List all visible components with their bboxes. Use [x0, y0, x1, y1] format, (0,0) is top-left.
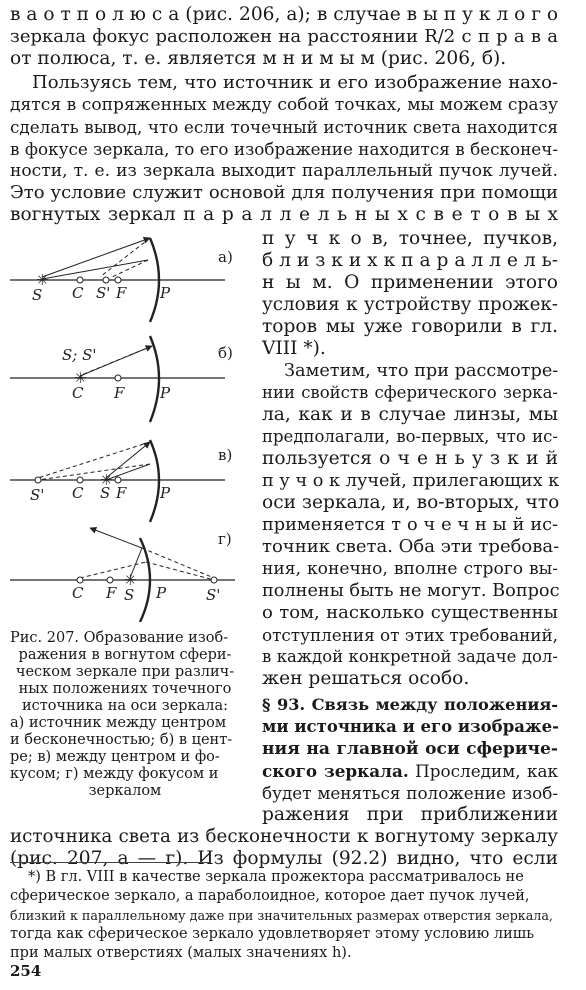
text-line: Проследим, как: [408, 761, 558, 781]
label-P: P: [160, 484, 171, 502]
figure-caption: ре; в) между центром и фо-: [10, 749, 220, 765]
section-heading: ского зеркала.: [262, 761, 409, 781]
text-line: нии свойств сферического зерка-: [262, 383, 558, 402]
panel-label: а): [218, 248, 233, 266]
label-F: F: [106, 584, 117, 602]
paragraph-start: Заметим, что при рассмотре-: [284, 361, 559, 381]
label-S-prime: S': [96, 284, 111, 302]
mirror-figure: [10, 232, 250, 622]
section-heading: ми источника и его изображе-: [262, 717, 559, 736]
text-line: торов мы уже говорили в гл.: [262, 316, 558, 337]
text-line: п у ч о к лучей, прилегающих к: [262, 471, 560, 491]
paragraph-start: Пользуясь тем, что источник и его изображение нахо-: [32, 72, 558, 93]
text-line: будет меняться положение изоб-: [262, 783, 558, 803]
figure-caption: кусом; г) между фокусом и: [10, 766, 219, 782]
text-line: в каждой конкретной задаче дол-: [262, 647, 558, 666]
svg-text:✳: ✳: [36, 271, 49, 289]
label-P: P: [160, 284, 171, 302]
text-line: полнены быть не могут. Вопрос: [262, 581, 560, 601]
label-S: S: [100, 484, 111, 502]
text-line: в а о т п о л ю с а (рис. 206, а); в случае в ы п у к л о г о: [10, 4, 559, 25]
text-line: ности, т. е. из зеркала выходит параллельный пучок лучей.: [10, 161, 558, 181]
text-line: б л и з к и х к п а р а л л е л ь-: [262, 250, 558, 271]
figure-caption: ных положениях точечного: [18, 681, 232, 697]
text-line: н ы м. О применении этого: [262, 272, 558, 293]
text-line: источника света из бесконечности к вогнутому зеркалу: [10, 826, 558, 847]
svg-text:✳: ✳: [100, 471, 113, 489]
label-S-Sprime: S; S': [62, 346, 97, 364]
footnote-line: *) В гл. VIII в качестве зеркала прожектора рассматривалось не: [28, 869, 524, 885]
label-P: P: [160, 384, 171, 402]
svg-text:✳: ✳: [74, 369, 87, 387]
label-F: F: [116, 284, 127, 302]
label-S: S: [32, 286, 43, 304]
page-number: 254: [10, 962, 42, 980]
text-line: в фокусе зеркала, то его изображение находится в бесконеч-: [10, 139, 558, 159]
text-line: сделать вывод, что если точечный источник света находится: [10, 117, 558, 137]
text-line: Это условие служит основой для получения при помощи: [10, 182, 558, 203]
figure-caption: и бесконечностью; б) в цент-: [10, 732, 233, 748]
text-line: ла, как и в случае линзы, мы: [262, 404, 558, 425]
text-line: зеркала фокус расположен на расстоянии R/2 с п р а в а: [10, 26, 558, 47]
section-heading: ния на главной оси сфериче-: [262, 739, 558, 759]
figure-caption: источника на оси зеркала:: [21, 698, 229, 714]
diagram-panel-c: [10, 440, 232, 522]
text-line: условия к устройству прожек-: [262, 294, 558, 315]
figure-caption: ческом зеркале при различ-: [15, 664, 235, 680]
label-S: S: [124, 586, 135, 604]
text-line: оси зеркала, и, во-вторых, что: [262, 492, 560, 513]
text-line: пользуется о ч е н ь у з к и й: [262, 448, 558, 469]
panel-label: в): [218, 446, 233, 464]
text-line: п у ч к о в, точнее, пучков,: [262, 228, 558, 249]
figure-caption: ражения в вогнутом сфери-: [18, 647, 232, 663]
text-line: предполагали, во-первых, что ис-: [262, 427, 558, 446]
label-F: F: [114, 384, 125, 402]
figure-caption: зеркалом: [88, 783, 162, 799]
text-line: жен решаться особо.: [262, 668, 470, 689]
label-S-prime: S': [206, 586, 221, 604]
diagram-panel-a: [10, 238, 233, 322]
panel-label: г): [218, 530, 232, 548]
text-line: от полюса, т. е. является м н и м ы м (рис. 206, б).: [10, 48, 507, 69]
panel-label: б): [218, 344, 233, 362]
text-line: точник света. Оба эти требова-: [262, 536, 560, 557]
svg-text:✳: ✳: [124, 571, 137, 589]
text-line: применяется т о ч е ч н ы й ис-: [262, 515, 558, 535]
label-S-prime: S': [30, 486, 45, 504]
diagram-panel-d: [10, 528, 235, 622]
text-line: отступления от этих требований,: [262, 625, 558, 645]
figure-caption: Рис. 207. Образование изоб-: [10, 630, 229, 646]
section-heading-end: [262, 760, 558, 782]
label-C: C: [72, 584, 84, 602]
diagram-panel-b: [10, 336, 233, 422]
figure-caption: а) источник между центром: [10, 715, 227, 731]
label-F: F: [116, 484, 127, 502]
section-heading: § 93. Связь между положения-: [262, 695, 558, 714]
label-P: P: [156, 584, 167, 602]
footnote-rule: [10, 862, 210, 863]
label-C: C: [72, 484, 84, 502]
text-line: о том, насколько существенны: [262, 602, 558, 623]
text-line: ражения при приближении: [262, 804, 558, 825]
text-line: (рис. 207, а — г). Из формулы (92.2) видно, что если: [10, 848, 558, 869]
label-C: C: [72, 284, 84, 302]
text-line: VIII *).: [262, 338, 326, 359]
footnote-line: близкий к параллельному даже при значительных размерах отверстия зеркала,: [10, 908, 553, 923]
footnote-line: тогда как сферическое зеркало удовлетворяет этому условию лишь: [10, 926, 535, 942]
label-C: C: [72, 384, 84, 402]
text-line: вогнутых зеркал п а р а л л е л ь н ы х с в е т о в ы х: [10, 204, 558, 225]
footnote-line: сферическое зеркало, а параболоидное, которое дает пучок лучей,: [10, 888, 530, 904]
text-line: ния, конечно, вполне строго вы-: [262, 559, 558, 579]
text-line: дятся в сопряженных между собой точках, мы можем сразу: [10, 95, 558, 115]
footnote-line: при малых отверстиях (малых значениях h).: [10, 945, 352, 961]
